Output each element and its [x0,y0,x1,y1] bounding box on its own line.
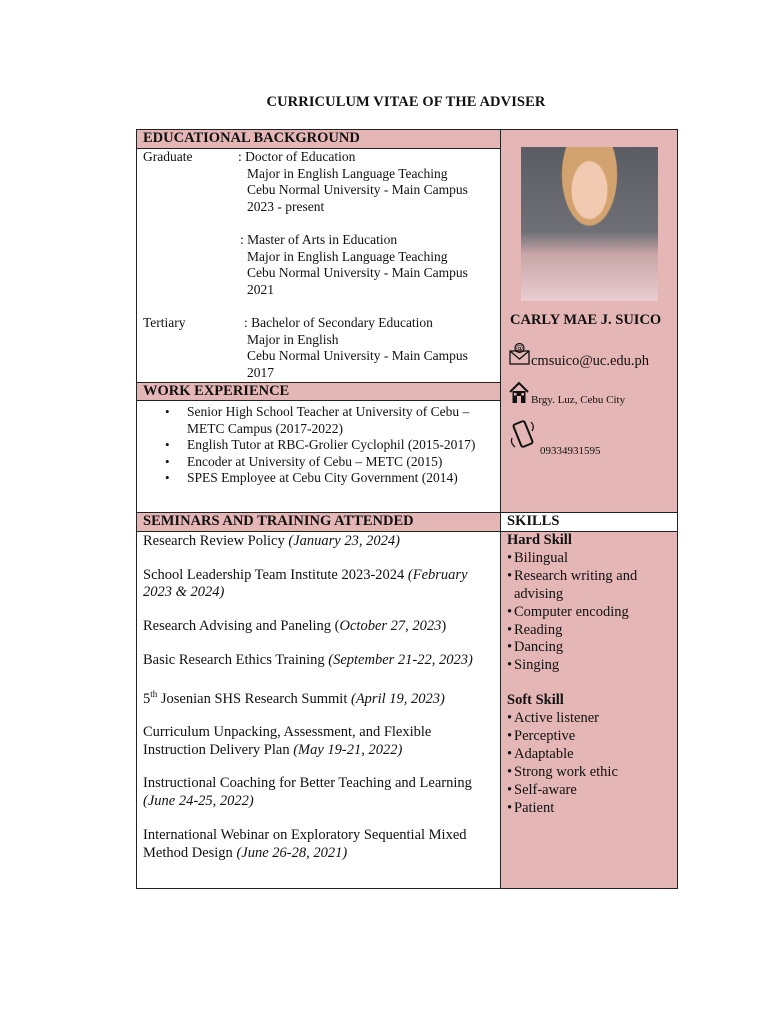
masters-year: 2021 [247,281,274,297]
profile-name: CARLY MAE J. SUICO [510,312,662,328]
home-icon [509,380,529,409]
list-item: • English Tutor at RBC-Grolier Cyclophil (2015-2017) [187,437,492,454]
list-item: 5th Josenian SHS Research Summit (April 19, 2023) [143,688,445,707]
list-item: Research Advising and Paneling (October 27, 2023) [143,618,447,635]
skills-heading: SKILLS [501,513,677,532]
bachelors-degree: : Bachelor of Secondary Education [244,315,433,330]
bachelors-major: Major in English [247,331,339,347]
work-heading: WORK EXPERIENCE [137,382,501,401]
soft-skill-label: Soft Skill [507,692,564,709]
masters-degree: : Master of Arts in Education [240,232,398,247]
doctorate-year: 2023 - present [247,198,325,214]
seminar-list [143,533,493,878]
email-row [509,342,649,371]
address-row [509,380,625,409]
bachelors-year: 2017 [247,364,274,380]
education-work-panel [136,129,502,513]
list-item: Curriculum Unpacking, Assessment, and Flexible Instruction Delivery Plan (May 19-21, 2022) [143,724,432,758]
svg-text:@: @ [516,344,523,353]
list-item: • Bilingual [507,550,667,568]
seminars-heading: SEMINARS AND TRAINING ATTENDED [137,513,501,532]
list-item: • Strong work ethic [507,764,667,782]
tertiary-label: Tertiary [143,315,186,330]
masters-school: Cebu Normal University - Main Campus [247,265,468,281]
list-item: • Patient [507,800,667,818]
list-item: • SPES Employee at Cebu City Government (2014) [187,470,492,487]
hard-skill-label: Hard Skill [507,532,572,548]
list-item: • Self-aware [507,782,667,800]
work-list [187,404,492,487]
profile-photo [521,147,658,301]
list-item: International Webinar on Exploratory Sequential Mixed Method Design (June 26-28, 2021) [143,826,467,861]
phone-icon [509,418,539,459]
list-item: Instructional Coaching for Better Teaching and Learning (June 24-25, 2022) [143,775,472,810]
email-text: cmsuico@uc.edu.ph [531,353,650,369]
page-title: CURRICULUM VITAE OF THE ADVISER [266,94,546,110]
phone-text: 09334931595 [540,445,601,457]
list-item: • Computer encoding [507,604,667,622]
list-item: • Singing [507,657,667,675]
list-item: • Encoder at University of Cebu – METC (2015) [187,454,492,471]
list-item: Basic Research Ethics Training (September 21-22, 2023) [143,651,473,668]
seminars-panel [136,512,502,889]
doctorate-school: Cebu Normal University - Main Campus [247,182,468,198]
email-icon [509,342,530,371]
profile-panel [500,129,678,513]
list-item: School Leadership Team Institute 2023-2024 (February 2023 & 2024) [143,566,468,601]
list-item: • Reading [507,622,667,640]
doctorate-degree: : Doctor of Education [238,149,356,164]
list-item: • Research writing and advising [507,568,667,604]
bachelors-school: Cebu Normal University - Main Campus [247,348,468,364]
education-heading: EDUCATIONAL BACKGROUND [137,130,501,149]
masters-major: Major in English Language Teaching [247,248,448,264]
list-item: • Perceptive [507,728,667,746]
phone-row [509,418,601,459]
skills-list [507,532,667,818]
address-text: Brgy. Luz, Cebu City [531,394,626,406]
list-item: • Active listener [507,710,667,728]
list-item: • Adaptable [507,746,667,764]
list-item: • Senior High School Teacher at University of Cebu – METC Campus (2017-2022) [187,404,492,437]
list-item: Research Review Policy (January 23, 2024) [143,533,400,549]
skills-panel [500,512,678,889]
list-item: • Dancing [507,639,667,657]
doctorate-major: Major in English Language Teaching [247,165,448,181]
graduate-label: Graduate [143,149,193,164]
